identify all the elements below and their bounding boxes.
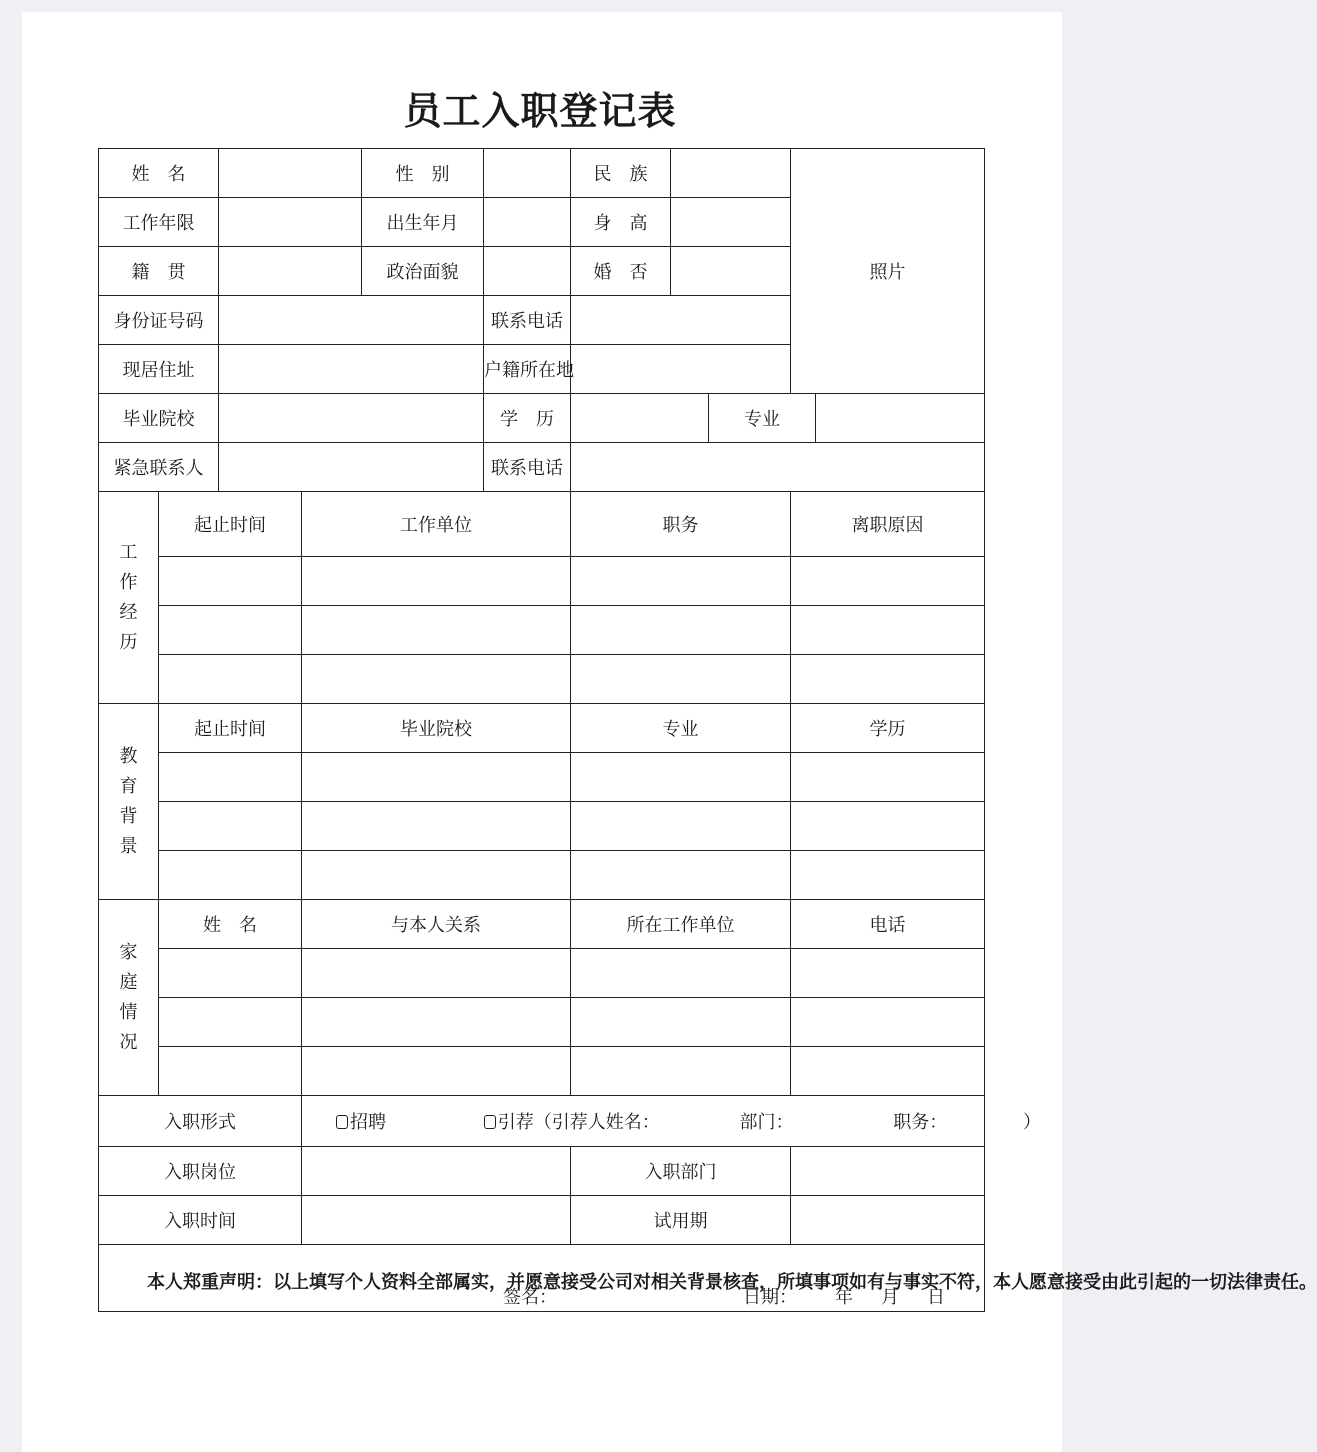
work-label-char: 历 <box>119 631 138 653</box>
family-employer-cell[interactable] <box>571 1047 791 1096</box>
family-name-cell[interactable] <box>159 949 302 998</box>
family-phone-cell[interactable] <box>791 998 985 1047</box>
id-number-input[interactable] <box>219 296 484 345</box>
entry-form-label: 入职形式 <box>99 1096 302 1147</box>
work-period-cell[interactable] <box>159 557 302 606</box>
family-employer-cell[interactable] <box>571 949 791 998</box>
work-employer-cell[interactable] <box>302 655 571 704</box>
family-relation-cell[interactable] <box>302 1047 571 1096</box>
edu-degree-cell[interactable] <box>791 851 985 900</box>
position-label: 入职岗位 <box>99 1147 302 1196</box>
photo-box[interactable]: 照片 <box>791 149 985 394</box>
edu-school-cell[interactable] <box>302 802 571 851</box>
work-years-label: 工作年限 <box>99 198 219 247</box>
recruit-option-label: 招聘 <box>350 1112 386 1133</box>
edu-label-char: 景 <box>119 835 138 857</box>
month-label: 月 <box>881 1287 899 1308</box>
table-row <box>99 998 985 1047</box>
work-period-cell[interactable] <box>159 606 302 655</box>
edu-degree-cell[interactable] <box>791 753 985 802</box>
native-label: 籍 贯 <box>99 247 219 296</box>
family-name-cell[interactable] <box>159 998 302 1047</box>
work-employer-cell[interactable] <box>302 606 571 655</box>
registration-form <box>98 148 1317 1312</box>
work-position-cell[interactable] <box>571 606 791 655</box>
phone2-label: 联系电话 <box>484 443 571 492</box>
edu-period-cell[interactable] <box>159 802 302 851</box>
work-reason-cell[interactable] <box>791 557 985 606</box>
family-section-label <box>99 900 159 1096</box>
emergency-input[interactable] <box>219 443 484 492</box>
referral-option[interactable] <box>484 1108 660 1134</box>
page-title: 员工入职登记表 <box>403 89 677 133</box>
referral-dept-label: 部门： <box>739 1112 794 1133</box>
edu-major-cell[interactable] <box>571 753 791 802</box>
table-row <box>99 557 985 606</box>
edu-label-char: 背 <box>119 805 138 827</box>
family-phone-cell[interactable] <box>791 1047 985 1096</box>
education-label: 学 历 <box>484 394 571 443</box>
ethnicity-input[interactable] <box>671 149 791 198</box>
political-input[interactable] <box>484 247 571 296</box>
height-input[interactable] <box>671 198 791 247</box>
edu-school-cell[interactable] <box>302 851 571 900</box>
entry-time-input[interactable] <box>302 1196 571 1245</box>
gender-input[interactable] <box>484 149 571 198</box>
family-header-relation: 与本人关系 <box>302 900 571 949</box>
political-label: 政治面貌 <box>362 247 484 296</box>
probation-label: 试用期 <box>571 1196 791 1245</box>
edu-school-cell[interactable] <box>302 753 571 802</box>
school-label: 毕业院校 <box>99 394 219 443</box>
birth-input[interactable] <box>484 198 571 247</box>
name-label: 姓 名 <box>99 149 219 198</box>
phone-label: 联系电话 <box>484 296 571 345</box>
entry-time-label: 入职时间 <box>99 1196 302 1245</box>
work-header-position: 职务 <box>571 492 791 557</box>
edu-major-cell[interactable] <box>571 851 791 900</box>
position-input[interactable] <box>302 1147 571 1196</box>
family-label-char: 况 <box>119 1031 138 1053</box>
edu-major-cell[interactable] <box>571 802 791 851</box>
edu-section-label <box>99 704 159 900</box>
family-label-char: 情 <box>119 1001 138 1023</box>
family-header-name: 姓 名 <box>159 900 302 949</box>
work-label-char: 经 <box>119 601 138 623</box>
work-position-cell[interactable] <box>571 557 791 606</box>
table-row <box>99 802 985 851</box>
family-relation-cell[interactable] <box>302 998 571 1047</box>
checkbox-icon[interactable] <box>336 1115 348 1129</box>
marital-label: 婚 否 <box>571 247 671 296</box>
date-label: 日期： <box>743 1287 797 1308</box>
phone2-input[interactable] <box>571 443 985 492</box>
work-header-employer: 工作单位 <box>302 492 571 557</box>
major-input[interactable] <box>816 394 985 443</box>
work-position-cell[interactable] <box>571 655 791 704</box>
department-input[interactable] <box>791 1147 985 1196</box>
phone-input[interactable] <box>571 296 791 345</box>
work-label-char: 工 <box>119 541 138 563</box>
work-years-input[interactable] <box>219 198 362 247</box>
family-label-char: 家 <box>119 941 138 963</box>
hukou-input[interactable] <box>571 345 791 394</box>
edu-period-cell[interactable] <box>159 851 302 900</box>
id-number-label: 身份证号码 <box>99 296 219 345</box>
edu-label-char: 育 <box>119 775 138 797</box>
hukou-label: 户籍所在地 <box>484 345 571 394</box>
name-input[interactable] <box>219 149 362 198</box>
work-header-period: 起止时间 <box>159 492 302 557</box>
family-header-phone: 电话 <box>791 900 985 949</box>
signature-label: 签名： <box>503 1287 557 1308</box>
table-row <box>99 753 985 802</box>
family-name-cell[interactable] <box>159 1047 302 1096</box>
address-label: 现居住址 <box>99 345 219 394</box>
height-label: 身 高 <box>571 198 671 247</box>
education-input[interactable] <box>571 394 709 443</box>
work-period-cell[interactable] <box>159 655 302 704</box>
close-paren: ） <box>1022 1112 1041 1133</box>
family-relation-cell[interactable] <box>302 949 571 998</box>
signature-row <box>99 1283 984 1311</box>
table-row <box>99 949 985 998</box>
recruit-option[interactable] <box>336 1108 386 1134</box>
probation-input[interactable] <box>791 1196 985 1245</box>
edu-header-degree: 学历 <box>791 704 985 753</box>
declaration-box <box>99 1245 1317 1312</box>
referral-option-label: 引荐（引荐人姓名： <box>497 1112 660 1133</box>
address-input[interactable] <box>219 345 484 394</box>
work-section-label <box>99 492 159 704</box>
marital-input[interactable] <box>671 247 791 296</box>
day-label: 日 <box>927 1287 945 1308</box>
edu-header-school: 毕业院校 <box>302 704 571 753</box>
work-reason-cell[interactable] <box>791 655 985 704</box>
table-row <box>99 1047 985 1096</box>
referral-post-label: 职务： <box>893 1112 948 1133</box>
work-reason-cell[interactable] <box>791 606 985 655</box>
major-label: 专业 <box>709 394 816 443</box>
edu-degree-cell[interactable] <box>791 802 985 851</box>
table-row <box>99 606 985 655</box>
work-employer-cell[interactable] <box>302 557 571 606</box>
entry-form-options <box>302 1096 1041 1147</box>
family-phone-cell[interactable] <box>791 949 985 998</box>
table-row <box>99 655 985 704</box>
edu-period-cell[interactable] <box>159 753 302 802</box>
edu-header-period: 起止时间 <box>159 704 302 753</box>
edu-label-char: 教 <box>119 745 138 767</box>
checkbox-icon[interactable] <box>484 1115 496 1129</box>
ethnicity-label: 民 族 <box>571 149 671 198</box>
work-label-char: 作 <box>119 571 138 593</box>
year-label: 年 <box>835 1287 853 1308</box>
edu-header-major: 专业 <box>571 704 791 753</box>
emergency-label: 紧急联系人 <box>99 443 219 492</box>
table-row <box>99 851 985 900</box>
birth-label: 出生年月 <box>362 198 484 247</box>
work-header-reason: 离职原因 <box>791 492 985 557</box>
family-employer-cell[interactable] <box>571 998 791 1047</box>
gender-label: 性 别 <box>362 149 484 198</box>
department-label: 入职部门 <box>571 1147 791 1196</box>
declaration-text: 本人郑重声明：以上填写个人资料全部属实，并愿意接受公司对相关背景核查，所填事项如有与事实不符，本人愿意接受由此引起的一切法律责任。 <box>147 1272 1317 1293</box>
family-header-employer: 所在工作单位 <box>571 900 791 949</box>
native-input[interactable] <box>219 247 362 296</box>
school-input[interactable] <box>219 394 484 443</box>
family-label-char: 庭 <box>119 971 138 993</box>
